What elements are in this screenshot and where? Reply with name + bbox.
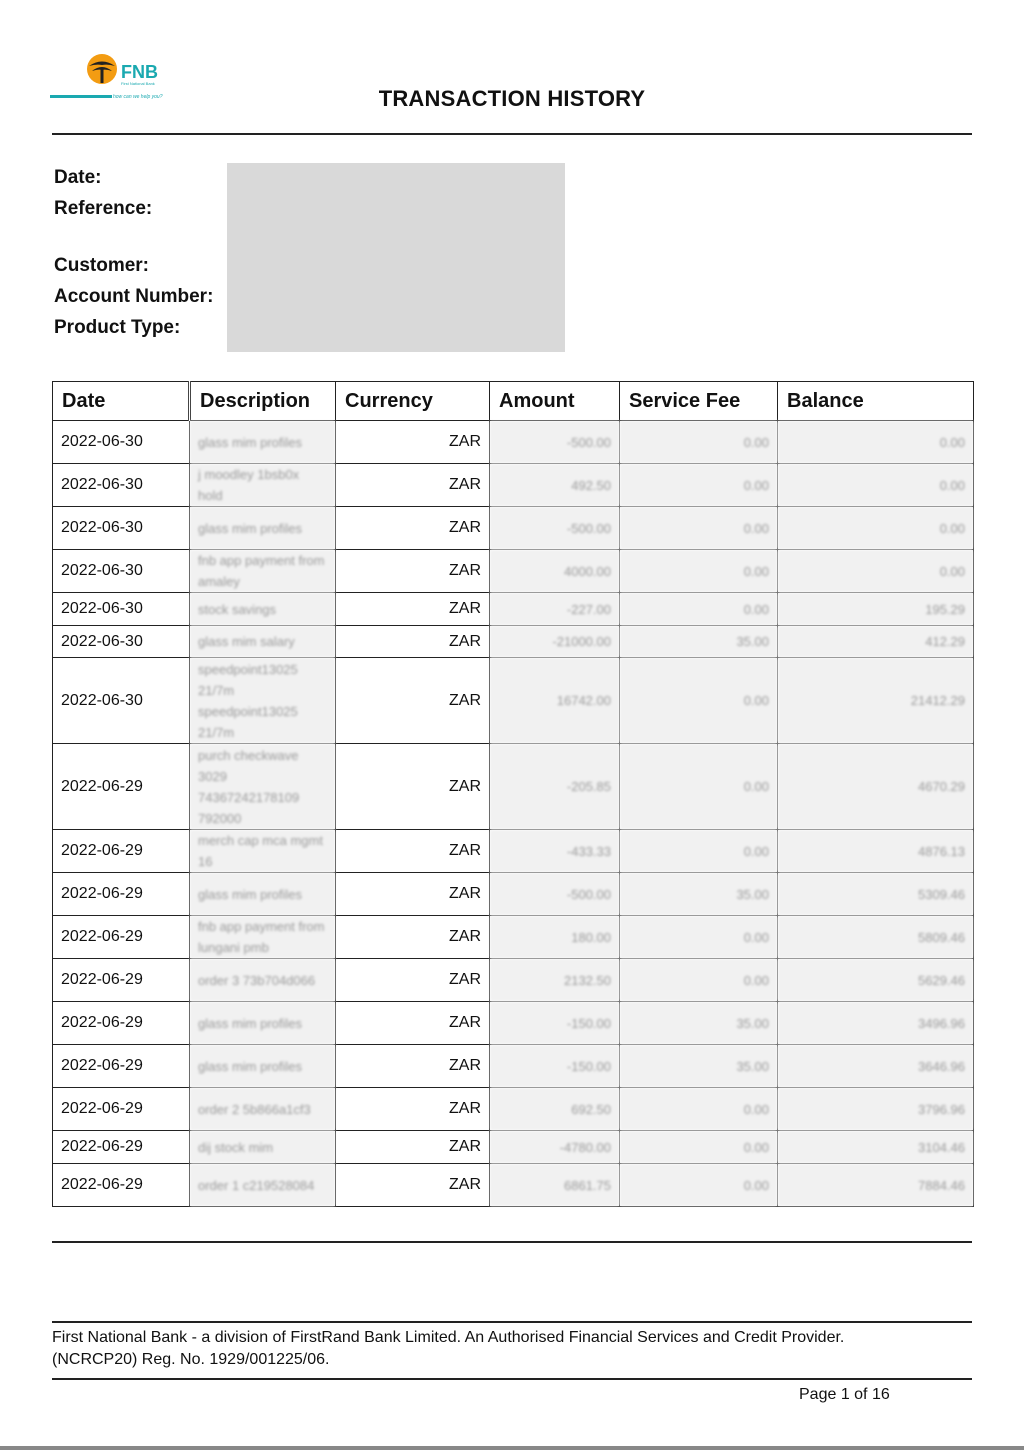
description-cell: glass mim profiles: [190, 1002, 336, 1045]
product-type-label: Product Type:: [54, 317, 181, 338]
description-cell: glass mim profiles: [190, 507, 336, 550]
table-row: [53, 658, 974, 744]
column-header: Service Fee: [620, 382, 778, 421]
amount-cell: -500.00: [490, 421, 620, 464]
description-cell: glass mim profiles: [190, 1045, 336, 1088]
logo-tagline: how can we help you?: [113, 94, 163, 100]
amount-cell: 4000.00: [490, 550, 620, 593]
balance-cell: 21412.29: [778, 658, 974, 744]
service-fee-cell: 0.00: [620, 1088, 778, 1131]
amount-cell: -150.00: [490, 1002, 620, 1045]
date-cell: 2022-06-30: [53, 507, 190, 550]
currency-cell: ZAR: [336, 593, 490, 626]
currency-cell: ZAR: [336, 916, 490, 959]
date-cell: 2022-06-30: [53, 421, 190, 464]
description-cell: fnb app payment from amaley: [190, 550, 336, 593]
table-row: [53, 507, 974, 550]
table-body: [53, 421, 974, 1207]
description-cell: j moodley 1bsb0x hold: [190, 464, 336, 507]
legal-footer: [52, 1327, 972, 1371]
table-row: [53, 421, 974, 464]
table-row: [53, 830, 974, 873]
currency-cell: ZAR: [336, 550, 490, 593]
legal-line-1: First National Bank - a division of FirstRand Bank Limited. An Authorised Financial Services and Credit Provider.: [52, 1329, 845, 1346]
service-fee-cell: 35.00: [620, 626, 778, 658]
date-cell: 2022-06-30: [53, 626, 190, 658]
amount-cell: 16742.00: [490, 658, 620, 744]
date-cell: 2022-06-29: [53, 1088, 190, 1131]
amount-cell: -150.00: [490, 1045, 620, 1088]
balance-cell: 7884.46: [778, 1164, 974, 1207]
description-cell: fnb app payment from lungani pmb: [190, 916, 336, 959]
date-cell: 2022-06-30: [53, 550, 190, 593]
amount-cell: -227.00: [490, 593, 620, 626]
date-cell: 2022-06-29: [53, 916, 190, 959]
description-cell: glass mim salary: [190, 626, 336, 658]
date-cell: 2022-06-30: [53, 593, 190, 626]
service-fee-cell: 0.00: [620, 959, 778, 1002]
currency-cell: ZAR: [336, 873, 490, 916]
transaction-table: [52, 381, 974, 1207]
table-row: [53, 1088, 974, 1131]
balance-cell: 3104.46: [778, 1131, 974, 1164]
table-row: [53, 626, 974, 658]
description-cell: order 3 73b704d066: [190, 959, 336, 1002]
amount-cell: -500.00: [490, 507, 620, 550]
date-cell: 2022-06-29: [53, 1002, 190, 1045]
table-row: [53, 464, 974, 507]
currency-cell: ZAR: [336, 830, 490, 873]
description-cell: glass mim profiles: [190, 873, 336, 916]
service-fee-cell: 0.00: [620, 464, 778, 507]
currency-cell: ZAR: [336, 658, 490, 744]
table-row: [53, 744, 974, 830]
amount-cell: 692.50: [490, 1088, 620, 1131]
column-header: Description: [190, 382, 336, 421]
description-cell: merch cap mca mgmt 16: [190, 830, 336, 873]
page-title: TRANSACTION HISTORY: [378, 86, 646, 111]
service-fee-cell: 0.00: [620, 744, 778, 830]
date-cell: 2022-06-29: [53, 1164, 190, 1207]
service-fee-cell: 35.00: [620, 1002, 778, 1045]
column-header: Currency: [336, 382, 490, 421]
table-row: [53, 959, 974, 1002]
footer-divider-mid: [52, 1321, 972, 1323]
balance-cell: 5629.46: [778, 959, 974, 1002]
amount-cell: -205.85: [490, 744, 620, 830]
table-row: [53, 550, 974, 593]
description-cell: order 1 c219528084: [190, 1164, 336, 1207]
currency-cell: ZAR: [336, 1131, 490, 1164]
table-row: [53, 1164, 974, 1207]
balance-cell: 0.00: [778, 421, 974, 464]
amount-cell: -433.33: [490, 830, 620, 873]
currency-cell: ZAR: [336, 421, 490, 464]
currency-cell: ZAR: [336, 1002, 490, 1045]
service-fee-cell: 0.00: [620, 507, 778, 550]
balance-cell: 5809.46: [778, 916, 974, 959]
account-number-label: Account Number:: [54, 286, 214, 307]
description-cell: glass mim profiles: [190, 421, 336, 464]
service-fee-cell: 0.00: [620, 421, 778, 464]
service-fee-cell: 0.00: [620, 593, 778, 626]
column-header: Date: [53, 382, 190, 421]
service-fee-cell: 35.00: [620, 1045, 778, 1088]
description-cell: speedpoint13025 21/7m speedpoint13025 21/7m: [190, 658, 336, 744]
currency-cell: ZAR: [336, 744, 490, 830]
footer-divider-bottom: [52, 1378, 972, 1380]
amount-cell: 2132.50: [490, 959, 620, 1002]
date-cell: 2022-06-29: [53, 873, 190, 916]
date-cell: 2022-06-29: [53, 959, 190, 1002]
balance-cell: 4670.29: [778, 744, 974, 830]
balance-cell: 4876.13: [778, 830, 974, 873]
amount-cell: 180.00: [490, 916, 620, 959]
date-cell: 2022-06-29: [53, 1131, 190, 1164]
page-number: Page 1 of 16: [799, 1386, 890, 1403]
currency-cell: ZAR: [336, 507, 490, 550]
page-edge: [0, 1446, 1024, 1450]
description-cell: purch checkwave 3029 74367242178109 792000: [190, 744, 336, 830]
description-cell: order 2 5b866a1cf3: [190, 1088, 336, 1131]
currency-cell: ZAR: [336, 1088, 490, 1131]
logo-sub: First National Bank: [121, 81, 155, 86]
description-cell: dij stock mim: [190, 1131, 336, 1164]
footer-divider-top: [52, 1241, 972, 1243]
amount-cell: -500.00: [490, 873, 620, 916]
table-row: [53, 1045, 974, 1088]
amount-cell: -4780.00: [490, 1131, 620, 1164]
customer-label: Customer:: [54, 255, 150, 276]
service-fee-cell: 0.00: [620, 550, 778, 593]
service-fee-cell: 35.00: [620, 873, 778, 916]
amount-cell: 6861.75: [490, 1164, 620, 1207]
table-row: [53, 916, 974, 959]
service-fee-cell: 0.00: [620, 1164, 778, 1207]
table-row: [53, 873, 974, 916]
date-cell: 2022-06-29: [53, 830, 190, 873]
amount-cell: -21000.00: [490, 626, 620, 658]
balance-cell: 195.29: [778, 593, 974, 626]
description-cell: stock savings: [190, 593, 336, 626]
balance-cell: 0.00: [778, 464, 974, 507]
currency-cell: ZAR: [336, 959, 490, 1002]
redacted-account-details: [227, 163, 565, 352]
date-label: Date:: [54, 167, 102, 188]
table-row: [53, 593, 974, 626]
column-header: Balance: [778, 382, 974, 421]
logo-brand: FNB: [121, 62, 158, 82]
header-divider: [52, 133, 972, 135]
balance-cell: 3496.96: [778, 1002, 974, 1045]
date-cell: 2022-06-30: [53, 464, 190, 507]
table-header-row: [53, 382, 974, 421]
currency-cell: ZAR: [336, 626, 490, 658]
currency-cell: ZAR: [336, 1045, 490, 1088]
column-header: Amount: [490, 382, 620, 421]
service-fee-cell: 0.00: [620, 1131, 778, 1164]
service-fee-cell: 0.00: [620, 830, 778, 873]
balance-cell: 3646.96: [778, 1045, 974, 1088]
amount-cell: 492.50: [490, 464, 620, 507]
legal-line-2: (NCRCP20) Reg. No. 1929/001225/06.: [52, 1351, 330, 1368]
reference-label: Reference:: [54, 198, 153, 219]
balance-cell: 412.29: [778, 626, 974, 658]
currency-cell: ZAR: [336, 1164, 490, 1207]
table-row: [53, 1131, 974, 1164]
balance-cell: 0.00: [778, 550, 974, 593]
balance-cell: 0.00: [778, 507, 974, 550]
date-cell: 2022-06-30: [53, 658, 190, 744]
balance-cell: 3796.96: [778, 1088, 974, 1131]
service-fee-cell: 0.00: [620, 658, 778, 744]
fnb-tree-icon: [87, 54, 117, 84]
date-cell: 2022-06-29: [53, 744, 190, 830]
currency-cell: ZAR: [336, 464, 490, 507]
balance-cell: 5309.46: [778, 873, 974, 916]
service-fee-cell: 0.00: [620, 916, 778, 959]
date-cell: 2022-06-29: [53, 1045, 190, 1088]
table-row: [53, 1002, 974, 1045]
